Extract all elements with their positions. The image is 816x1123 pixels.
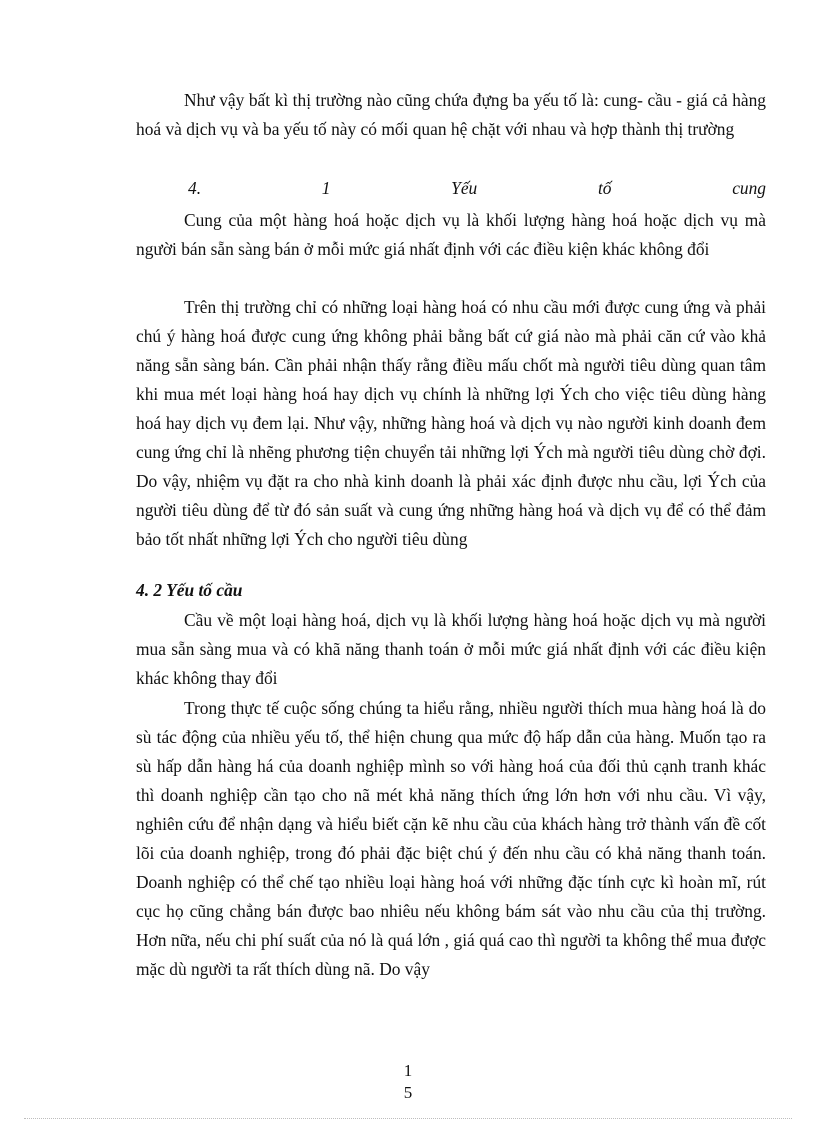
supply-discussion-paragraph: Trên thị trường chỉ có những loại hàng hoá có nhu cầu mới được cung ứng và phải chú ý hàng hoá được cung ứng không phải bằng bất cứ giá nào mà phải căn cứ vào khả năng sẵn sàng bán. Cần phải nhận thấy rằng điều mấu chốt mà người tiêu dùng quan tâm khi mua mét loại hàng hoá hay dịch vụ chính là những lợi Ých cho việc tiêu dùng hàng hoá hay dịch vụ đem lại. Như vậy, những hàng hoá và dịch vụ nào người kinh doanh đem cung ứng chỉ là nhẽng phương tiện chuyển tải những lợi Ých mà người tiêu dùng chờ đợi. Do vậy, nhiệm vụ đặt ra cho nhà kinh doanh là phải xác định được nhu cầu, lợi Ých của người tiêu dùng để từ đó sản suất và cung ứng những hàng hoá và dịch vụ để có thể đảm bảo tốt nhất những lợi Ých cho người tiêu dùng: [136, 297, 766, 549]
section-1-heading: [188, 174, 766, 203]
page-bottom-divider: [24, 1118, 792, 1119]
heading-word: 4.: [188, 178, 202, 198]
supply-definition-paragraph: Cung của một hàng hoá hoặc dịch vụ là khối lượng hàng hoá hoặc dịch vụ mà người bán sẵn sàng bán ở mỗi mức giá nhất định với các điều kiện khác không đổi: [136, 210, 766, 259]
page-number-line-1: 1: [403, 1061, 413, 1080]
heading-word: tố: [597, 178, 612, 198]
intro-paragraph: Như vậy bất kì thị trường nào cũng chứa đựng ba yếu tố là: cung- cầu - giá cả hàng hoá và dịch vụ và ba yếu tố này có mối quan hệ chặt với nhau và hợp thành thị trường: [136, 90, 766, 139]
demand-definition-paragraph: Cầu về một loại hàng hoá, dịch vụ là khối lượng hàng hoá hoặc dịch vụ mà người mua sẵn sàng mua và có khã năng thanh toán ở mỗi mức giá nhất định với các điều kiện khác không thay đổi: [136, 610, 766, 688]
demand-discussion-paragraph: Trong thực tế cuộc sống chúng ta hiểu rằng, nhiều người thích mua hàng hoá là do sù tác động của nhiều yếu tố, thể hiện chung qua mức độ hấp dẫn của hàng. Muốn tạo ra sù hấp dẫn hàng há của doanh nghiệp mình so với hàng hoá của đối thủ cạnh tranh khác thì doanh nghiệp cần tạo cho nã mét khả năng thích ứng lớn hơn với nhu cầu. Vì vậy, nghiên cứu để nhận dạng và hiểu biết cặn kẽ nhu cầu của khách hàng trở thành vấn đề cốt lõi của doanh nghiệp, trong đó phải đặc biệt chú ý đến nhu cầu có khả năng thanh toán. Doanh nghiệp có thể chế tạo nhiều loại hàng hoá với những đặc tính cực kì hoàn mĩ, rút cục họ cũng chẳng bán được bao nhiêu nếu không bám sát vào nhu cầu của thị trường. Hơn nữa, nếu chi phí suất của nó là quá lớn , giá quá cao thì người ta không thể mua được mặc dù người ta rất thích dùng nã. Do vậy: [136, 698, 766, 979]
heading-word: 1: [321, 178, 331, 198]
section-2-heading: 4. 2 Yếu tố cầu: [136, 580, 243, 600]
heading-word: cung: [732, 178, 766, 198]
heading-word: Yếu: [451, 178, 478, 198]
page-number-line-2: 5: [403, 1083, 413, 1102]
